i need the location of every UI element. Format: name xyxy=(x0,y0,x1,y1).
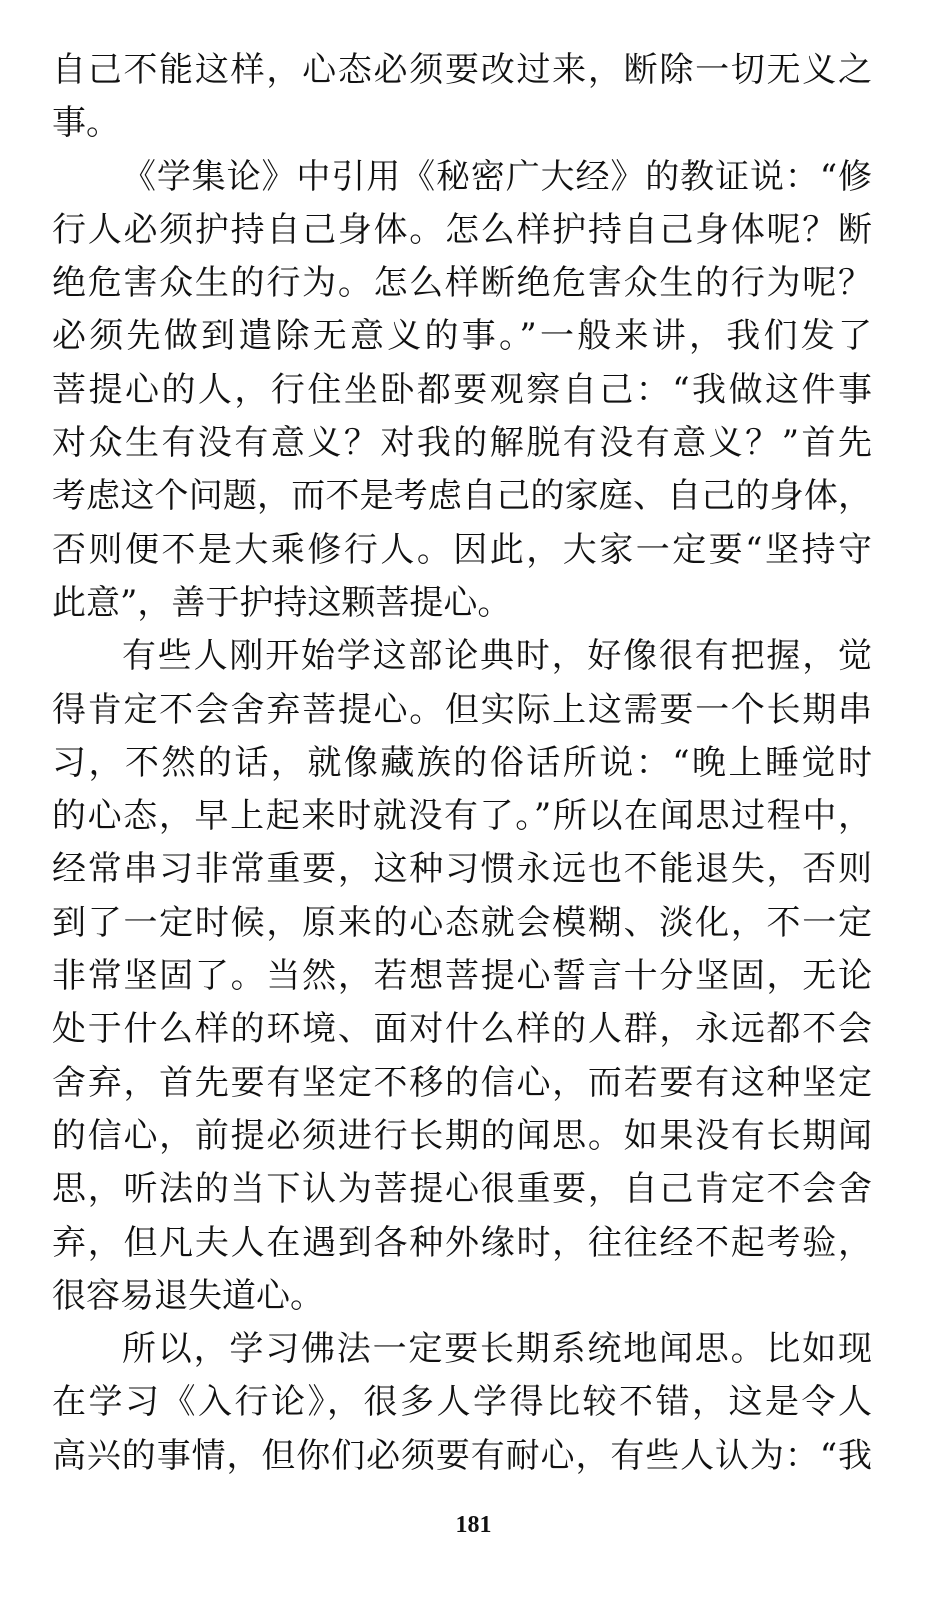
text-line: 事。 xyxy=(52,103,120,144)
text-line: 考虑这个问题，而不是考虑自己的家庭、自己的身体， xyxy=(52,476,872,517)
text-line: 非常坚固了。当然，若想菩提心誓言十分坚固，无论 xyxy=(52,956,872,997)
text-line: 此意”，善于护持这颗菩提心。 xyxy=(52,582,512,623)
text-line: 思，听法的当下认为菩提心很重要，自己肯定不会舍 xyxy=(52,1169,872,1210)
text-line: 行人必须护持自己身体。怎么样护持自己身体呢？断 xyxy=(52,209,872,250)
text-line: 绝危害众生的行为。怎么样断绝危害众生的行为呢？ xyxy=(52,263,872,304)
text-line: 《学集论》中引用《秘密广大经》的教证说：“修 xyxy=(122,156,872,197)
text-line: 否则便不是大乘修行人。因此，大家一定要“坚持守 xyxy=(52,529,872,570)
text-line: 自己不能这样，心态必须要改过来，断除一切无义之 xyxy=(52,50,872,90)
text-line: 的心态，早上起来时就没有了。”所以在闻思过程中， xyxy=(52,796,872,837)
text-line: 的信心，前提必须进行长期的闻思。如果没有长期闻 xyxy=(52,1115,872,1156)
text-line: 到了一定时候，原来的心态就会模糊、淡化，不一定 xyxy=(52,902,872,943)
text-line: 必须先做到遣除无意义的事。”一般来讲，我们发了 xyxy=(52,316,872,357)
text-line: 在学习《入行论》，很多人学得比较不错，这是令人 xyxy=(52,1382,872,1423)
text-line: 菩提心的人，行住坐卧都要观察自己：“我做这件事 xyxy=(52,369,872,410)
text-line: 舍弃，首先要有坚定不移的信心，而若要有这种坚定 xyxy=(52,1062,872,1103)
text-line: 有些人刚开始学这部论典时，好像很有把握，觉 xyxy=(122,636,872,677)
page-number: 181 xyxy=(455,1512,492,1538)
text-line: 很容易退失道心。 xyxy=(52,1275,324,1316)
text-line: 习，不然的话，就像藏族的俗话所说：“晚上睡觉时 xyxy=(52,742,872,783)
text-line: 对众生有没有意义？对我的解脱有没有意义？”首先 xyxy=(52,423,872,464)
text-line: 经常串习非常重要，这种习惯永远也不能退失，否则 xyxy=(52,849,872,890)
body-text xyxy=(52,44,872,1483)
text-line: 得肯定不会舍弃菩提心。但实际上这需要一个长期串 xyxy=(52,689,872,730)
text-line: 高兴的事情，但你们必须要有耐心，有些人认为：“我 xyxy=(52,1435,872,1476)
text-line: 所以，学习佛法一定要长期系统地闻思。比如现 xyxy=(122,1329,872,1370)
text-line: 处于什么样的环境、面对什么样的人群，永远都不会 xyxy=(52,1009,872,1050)
text-line: 弃，但凡夫人在遇到各种外缘时，往往经不起考验， xyxy=(52,1222,872,1263)
